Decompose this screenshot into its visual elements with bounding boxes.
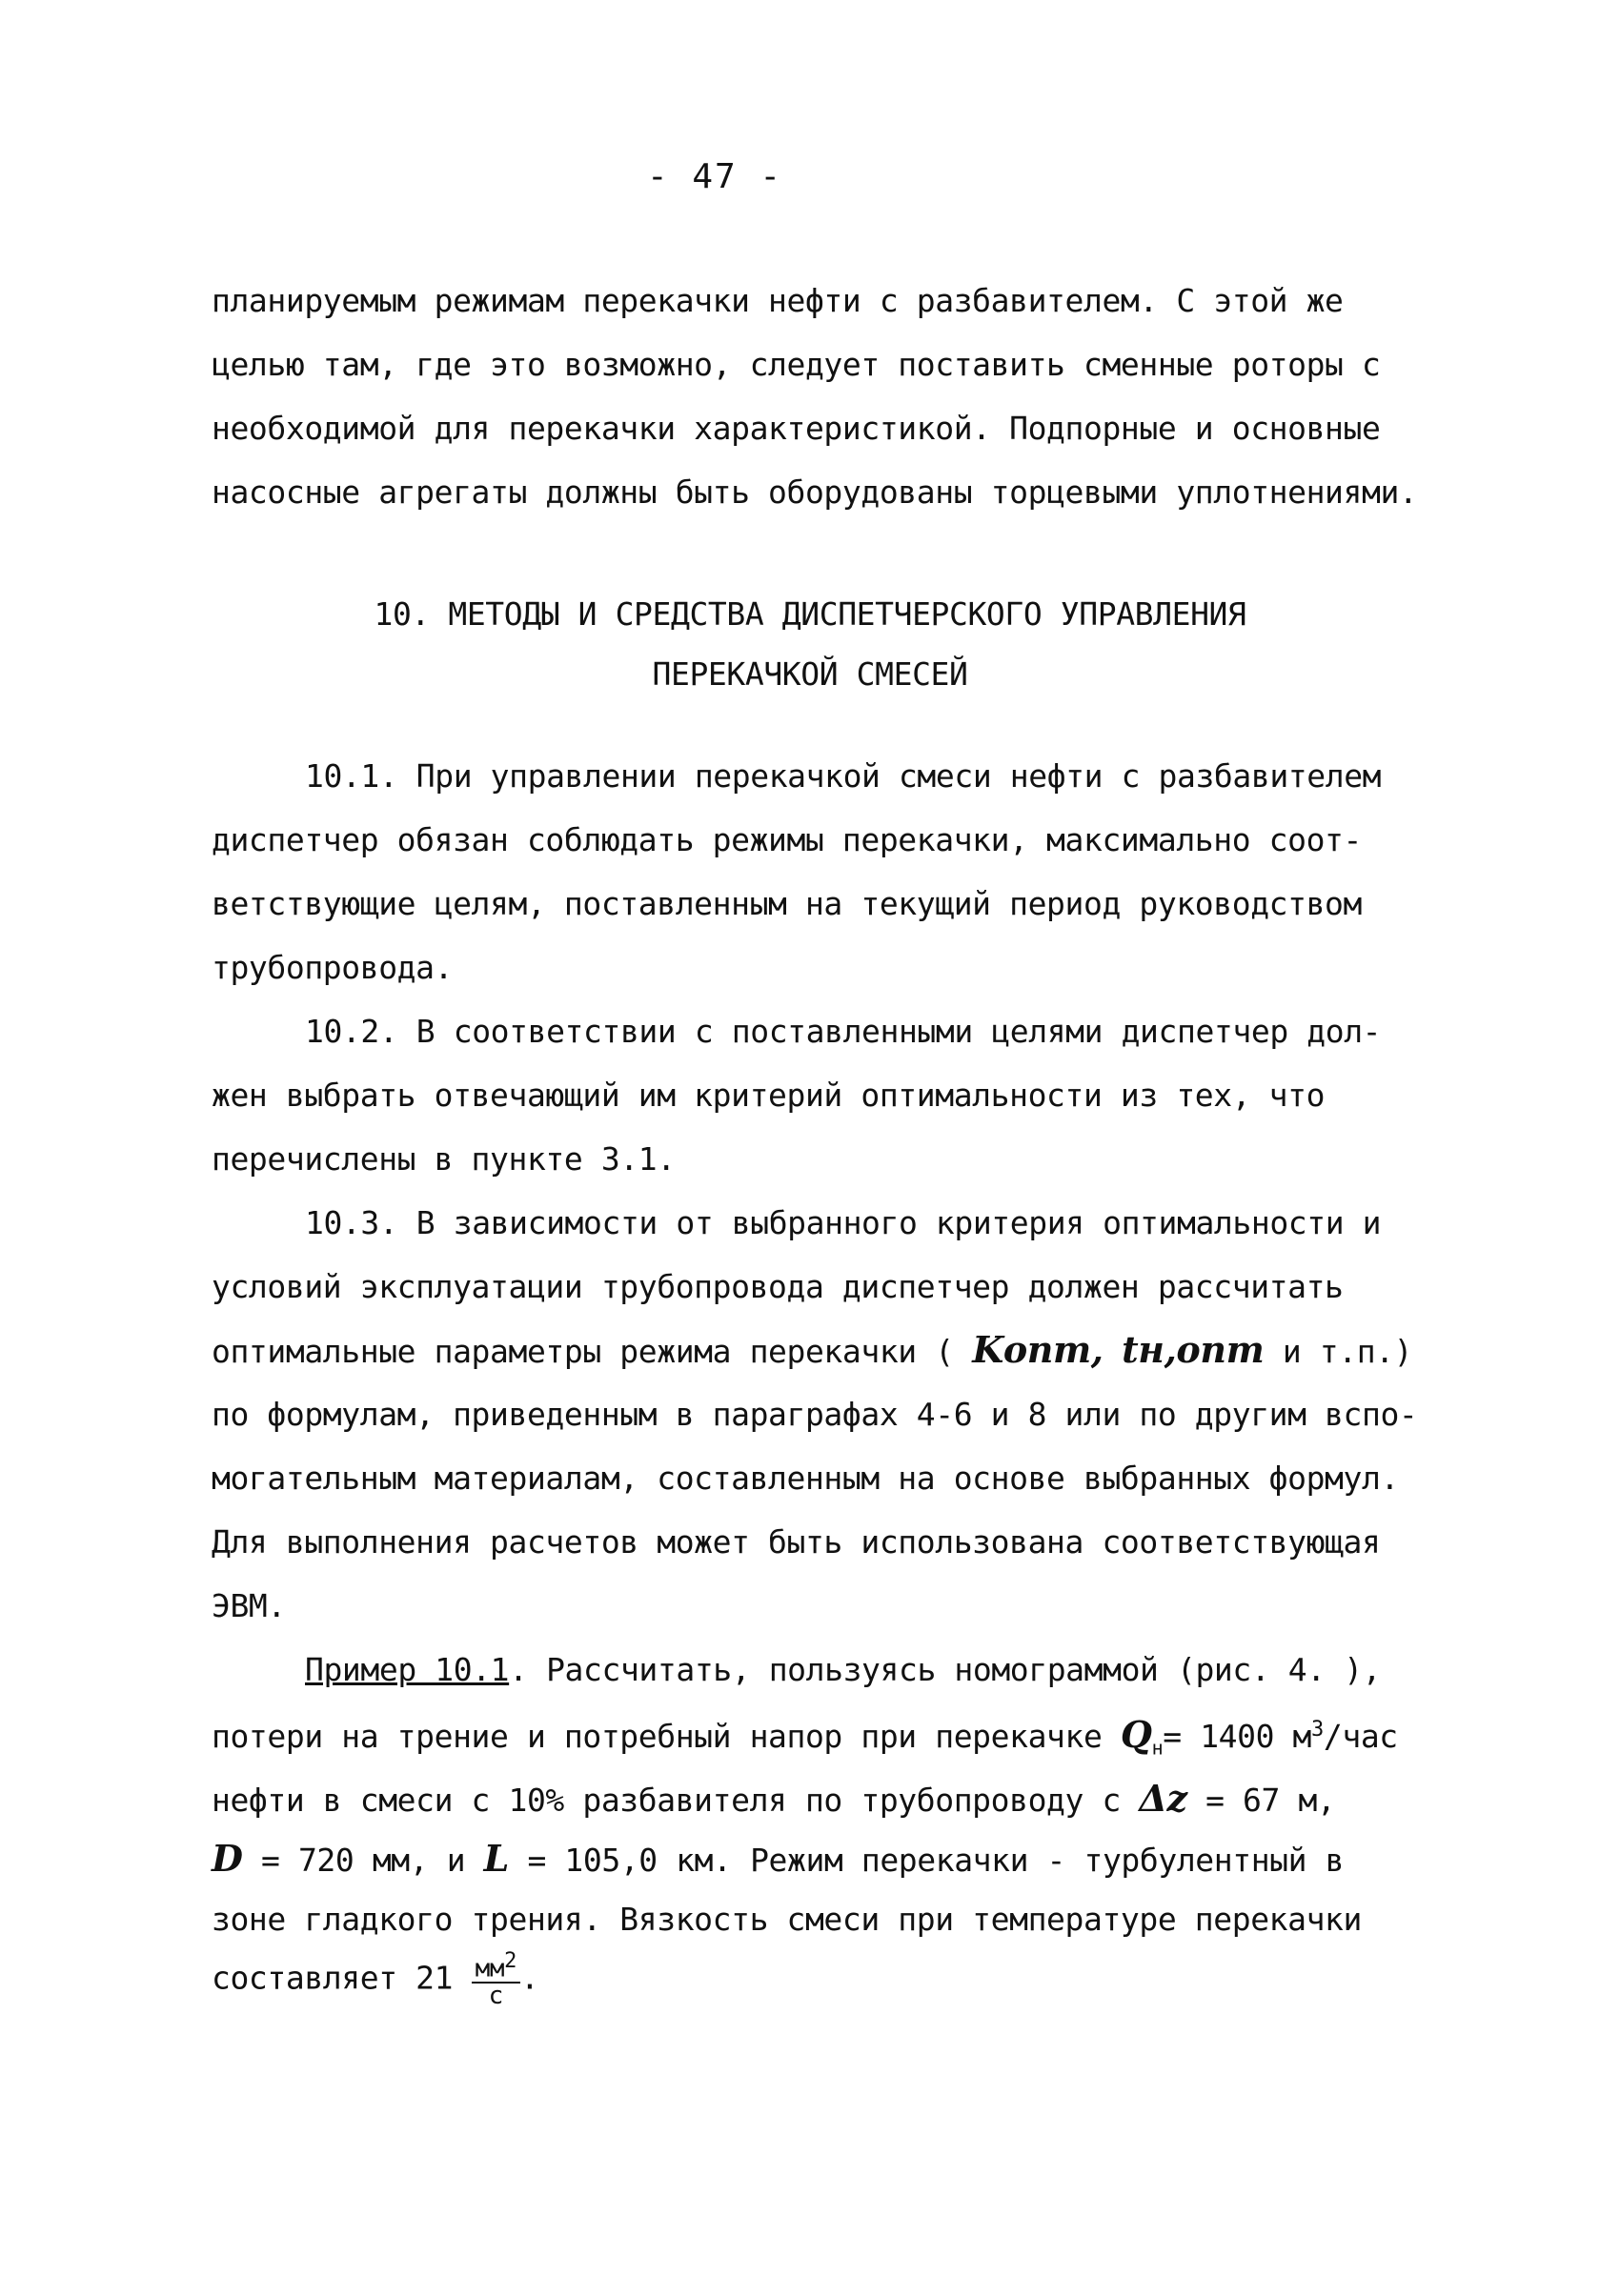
text-line: по формулам, приведенным в параграфах 4-6 и 8 или по другим вспо- [212,1396,1418,1433]
text-line: 10.1. При управлении перекачкой смеси нефти с разбавителем [305,757,1382,795]
text-segment: и т.п.) [1282,1333,1413,1370]
text-line: диспетчер обязан соблюдать режимы перекачки, максимально соот- [212,821,1362,858]
example-label: Пример 10.1 [305,1651,510,1688]
page-number: - 47 - [646,157,783,196]
text-line: планируемым режимам перекачки нефти с разбавителем. С этой же [212,282,1344,319]
text-segment: оптимальные параметры режима перекачки ( [212,1333,954,1370]
numerator-text: мм [475,1954,505,1984]
text-line-with-formula [212,1713,1398,1760]
d-symbol: D [212,1837,243,1880]
text-line: необходимой для перекачки характеристикой. Подпорные и основные [212,410,1381,447]
text-line: 10.3. В зависимости от выбранного критерия оптимальности и [305,1204,1382,1241]
text-line [305,1651,1381,1688]
text-line: могательным материалам, составленным на основе выбранных формул. [212,1460,1399,1497]
fraction-denominator: с [488,1981,503,2010]
l-value: = 105,0 км. Режим перекачки - турбулентный в [527,1842,1345,1879]
comma: , [1090,1328,1104,1371]
q-unit: /час [1323,1718,1398,1755]
t-opt-symbol: tн,опт [1122,1328,1265,1371]
text-line: трубопровода. [212,949,454,986]
text-line-with-formula [212,1777,1335,1820]
text-line: ЭВМ. [212,1587,286,1624]
text-line: целью там, где это возможно, следует поставить сменные роторы с [212,346,1381,383]
text-segment: потери на трение и потребный напор при перекачке [212,1718,1103,1755]
text-line: насосные агрегаты должны быть оборудованы торцевыми уплотнениями. [212,473,1418,511]
fraction-numerator [472,1951,520,1984]
text-line: жен выбрать отвечающий им критерий оптимальности из тех, что [212,1077,1326,1114]
text-line: 10.2. В соответствии с поставленными целями диспетчер дол- [305,1013,1382,1050]
text-segment: . Рассчитать, пользуясь номограммой (рис. 4. ), [509,1651,1382,1688]
l-symbol: L [483,1837,509,1880]
section-title-line-2: ПЕРЕКАЧКОЙ СМЕСЕЙ [652,655,968,693]
dz-symbol: Δz [1139,1777,1187,1820]
numerator-exponent: 2 [504,1949,516,1973]
section-title-line-1: 10. МЕТОДЫ И СРЕДСТВА ДИСПЕТЧЕРСКОГО УПРАВЛЕНИЯ [374,595,1246,633]
text-segment: . [519,1959,539,1997]
d-value: = 720 мм, и [261,1842,466,1879]
q-exponent: 3 [1311,1718,1324,1742]
text-segment: составляет 21 [212,1959,454,1997]
q-symbol: Q [1120,1713,1152,1756]
text-line-with-formula [212,1837,1344,1880]
text-line: Для выполнения расчетов может быть использована соответствующая [212,1523,1381,1561]
text-line: зоне гладкого трения. Вязкость смеси при температуре перекачки [212,1901,1362,1938]
text-line-with-fraction [212,1951,538,2008]
text-line-with-formula [212,1328,1412,1371]
dz-value: = 67 м, [1205,1782,1336,1819]
k-opt-symbol: Kопт [972,1328,1091,1371]
text-segment: нефти в смеси с 10% разбавителя по трубопроводу с [212,1782,1121,1819]
text-line: ветствующие целям, поставленным на текущий период руководством [212,885,1362,922]
text-line: условий эксплуатации трубопровода диспетчер должен рассчитать [212,1268,1344,1305]
text-line: перечислены в пункте 3.1. [212,1140,676,1178]
q-value: = 1400 м [1163,1718,1312,1755]
viscosity-unit-fraction [472,1951,520,2008]
q-subscript: н [1151,1736,1164,1760]
